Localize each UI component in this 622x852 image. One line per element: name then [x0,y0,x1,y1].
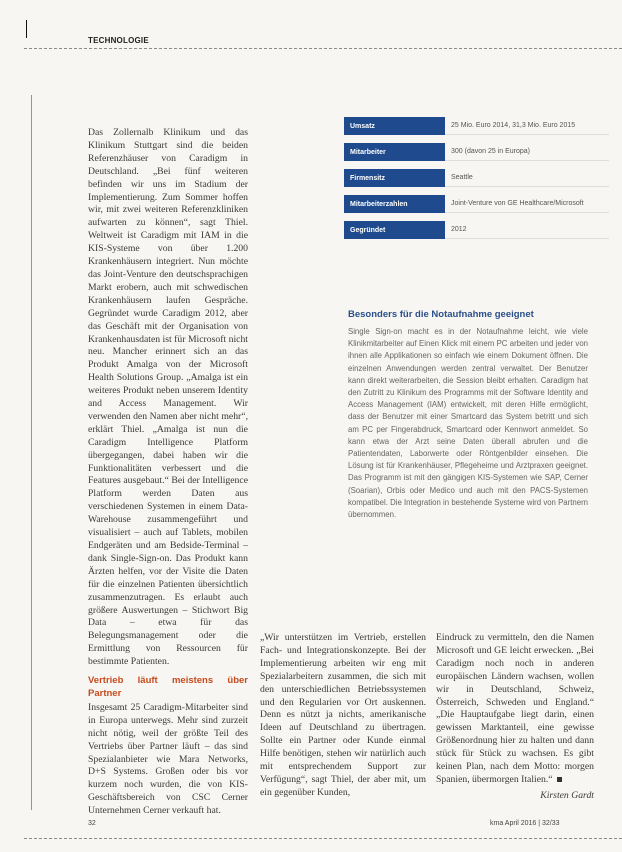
facts-row [344,117,609,135]
author-name: Kirsten Gardt [540,789,594,801]
margin-mark [26,20,27,38]
journal-footer: kma April 2016 | 32/33 [490,820,560,827]
subheading: Vertrieb läuft meistens über Partner [88,675,248,699]
section-label: TECHNOLOGIE [88,36,149,45]
sidebar-heading: Besonders für die Notaufnahme geeignet [348,309,534,320]
company-facts-box [344,117,609,247]
article-paragraph: „Wir unterstützen im Vertrieb, erstellen Fach- und Integrationskonzepte. Bei der Implementierung arbeiten wir eng mit Spezialarbeitern zusammen, die sich mit den unterschiedlichen Betriebssystemen und den Regularien vor Ort auskennen. Denn es nützt ja nichts, amerikanische Ideen auf Deutschland zu übertragen. Sollte ein Partner oder Kunde einmal Hilfe benötigen, stehen wir natürlich auch mit entsprechendem Support zur Verfügung“, sagt Thiel, der aber mit, um ein gegenüber Kunden, [260,632,426,798]
footer-divider [24,838,622,839]
facts-row [344,221,609,239]
article-paragraph: Das Zollernalb Klinikum und das Klinikum Stuttgart sind die beiden Referenzhäuser von Caradigm in Deutschland. „Bei fünf weiteren befinden wir uns im Stadium der Implementierung. Zum Sommer hoffen wir, mit zwei weiteren Referenzkliniken aufwarten zu können“, sagt Thiel. Weltweit ist Caradigm mit IAM in die KIS-Systeme von über 1.200 Krankenhäusern integriert. Nun möchte das Joint-Venture den deutschsprachigen Markt erobern, auch mit schwedischen Krankenhäusern laufen Gespräche. Gegründet wurde Caradigm 2012, aber das Geschäft mit der Organisation von Krankenhausdaten ist für Microsoft nicht neu. Mancher erinnert sich an das Produkt Amalga von der Microsoft Health Solutions Group. „Amalga ist ein weiteres Produkt neben unserem Identity and Access Management. Wir verwenden den Namen aber nicht mehr“, erklärt Thiel. „Amalga ist nun die Caradigm Intelligence Platform übergegangen, dabei haben wir die Funktionalitäten verbessert und die Features ausgebaut.“ Bei der Intelligence Platform werden Daten aus verschiedenen Systemen in einem Data-Warehouse zusammengeführt und visualisiert – auch auf Tablets, mobilen Endgeräten und am Bedside-Terminal – dank Single-Sign-on. Das Produkt kann Ärzten helfen, vor der Visite die Daten für die einzelnen Patienten übersichtlich zusammenzutragen. Es erlaubt auch größere Auswertungen – Stichwort Big Data – etwa für das Belegungsmanagement oder die Ermittlung von Ressourcen für bestimmte Patienten. [88,127,248,668]
facts-value: 2012 [445,221,609,239]
facts-label: Gegründet [344,221,445,239]
end-mark-icon [557,777,562,782]
facts-row [344,143,609,161]
page-edge-line [31,95,32,810]
facts-row [344,169,609,187]
facts-value: 25 Mio. Euro 2014, 31,3 Mio. Euro 2015 [445,117,609,135]
paragraph-text: Eindruck zu vermitteln, den die Namen Microsoft und GE leicht erwecken. „Bei Caradigm noch noch in anderen europäischen Ländern wachsen, wollen wir in Deutschland, Schweiz, Österreich, Schweden und England.“ „Die Hauptaufgabe liegt darin, einen gewissen Marktanteil, eine gewisse Größenordnung hier zu halten und dann stück für Stück zu wachsen. Es gibt keinen Plan, nach dem Motto: morgen Spanien, übermorgen Italien.“ [436,632,594,785]
sidebar-text: Single Sign-on macht es in der Notaufnahme leicht, wie viele Klinikmitarbeiter auf Einen Klick mit einem PC arbeiten und jeder von ihnen alle Applikationen so einfach wie einem Dokument öffnen. Die einzelnen Anwendungen werden zentral verwaltet. Der Benutzer kann direkt weiterarbeiten, die Session bleibt erhalten. Caradigm hat den Zutritt zu Klinikum des Programms mit der Software Identity and Access Management (IAM) entwickelt, mit deren Hilfe ermöglicht, dass der Benutzer mit einer Smartcard das System betritt und sich am PC per Fingerabdruck, Smartcard oder Kennwort anmeldet. So kann etwa der Arzt seine Daten überall abrufen und die Patientendaten, Laborwerte oder Röntgenbilder einsehen. Die Lösung ist für Krankenhäuser, Pflegeheime und Arztpraxen geeignet. Das Programm ist mit den gängigen KIS-Systemen wie SAP, Cerner (Soarian), Orbis oder Medico und auch mit den PACS-Systemen kompatibel. Die Integration in bestehende Systeme wird von Partnern übernommen. [348,327,588,520]
facts-label: Firmensitz [344,169,445,187]
facts-row [344,195,609,213]
facts-value: Seattle [445,169,609,187]
article-column-2 [260,632,426,800]
facts-label: Mitarbeiter [344,143,445,161]
facts-value: 300 (davon 25 in Europa) [445,143,609,161]
page-number: 32 [88,820,96,827]
article-paragraph: Insgesamt 25 Caradigm-Mitarbeiter sind in Europa unterwegs. Mehr sind zurzeit nicht nötig, weil der größte Teil des Vertriebs über Partner läuft – das sind Spezialanbieter wie Mara Networks, D+S Systems. Großen oder bis vor kurzem noch wurden, die von KIS-Geschäftsbereich von CSC Cerner Unternehmen Cerner verkauft hat. [88,701,248,817]
facts-label: Mitarbeiterzahlen [344,195,445,213]
facts-value: Joint-Venture von GE Healthcare/Microsoft [445,195,609,213]
article-column-3 [436,632,594,803]
header-divider [24,48,622,49]
article-column-1 [88,127,248,818]
facts-label: Umsatz [344,117,445,135]
article-paragraph [436,632,594,787]
